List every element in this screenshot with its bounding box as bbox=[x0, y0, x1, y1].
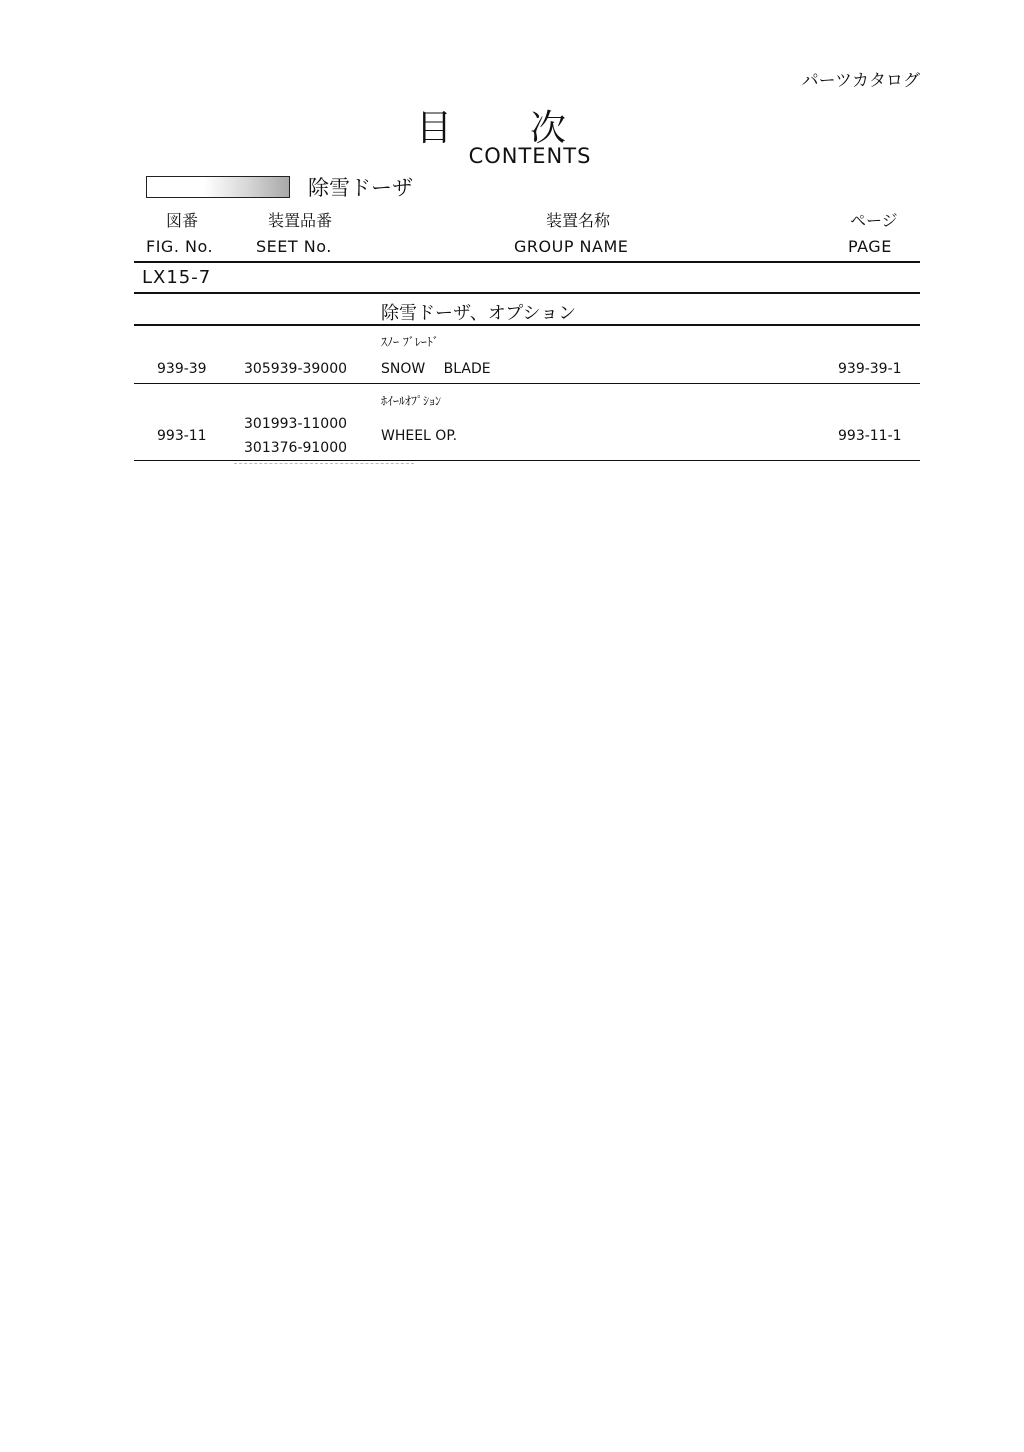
group-title: 除雪ドーザ、オプション bbox=[381, 303, 577, 324]
header-rule bbox=[134, 261, 920, 263]
section-shade-box bbox=[146, 176, 290, 198]
col-seet-en: SEET No. bbox=[256, 237, 332, 256]
table-bottom-rule bbox=[134, 460, 920, 461]
row-fig: 993-11 bbox=[157, 428, 207, 444]
col-group-jp: 装置名称 bbox=[546, 211, 611, 230]
row-seet: 301993-11000 bbox=[244, 416, 348, 432]
row-seet: 305939-39000 bbox=[244, 361, 348, 377]
model-name: LX15-7 bbox=[142, 267, 212, 288]
row-kana: ﾎｲｰﾙｵﾌﾟｼｮﾝ bbox=[381, 394, 442, 408]
row-fig: 939-39 bbox=[157, 361, 207, 377]
col-group-en: GROUP NAME bbox=[514, 237, 629, 256]
page-title-jp: 目次 bbox=[415, 108, 644, 149]
row-kana: ｽﾉｰ ﾌﾞﾚｰﾄﾞ bbox=[381, 335, 439, 349]
row-page: 939-39-1 bbox=[838, 361, 902, 377]
scan-dash bbox=[234, 463, 414, 464]
row-group-name: WHEEL OP. bbox=[381, 428, 458, 444]
catalog-label: パーツカタログ bbox=[801, 71, 920, 91]
page-title-en: CONTENTS bbox=[468, 144, 592, 168]
col-fig-jp: 図番 bbox=[166, 211, 199, 230]
group-rule bbox=[134, 324, 920, 326]
row-group-name: SNOW BLADE bbox=[381, 361, 491, 377]
model-rule bbox=[134, 292, 920, 294]
row-rule bbox=[134, 383, 920, 384]
col-seet-jp: 装置品番 bbox=[268, 211, 333, 230]
col-page-en: PAGE bbox=[848, 237, 892, 256]
section-name: 除雪ドーザ bbox=[308, 176, 413, 200]
col-page-jp: ページ bbox=[850, 211, 898, 230]
row-page: 993-11-1 bbox=[838, 428, 902, 444]
row-seet: 301376-91000 bbox=[244, 440, 348, 456]
col-fig-en: FIG. No. bbox=[146, 237, 214, 256]
